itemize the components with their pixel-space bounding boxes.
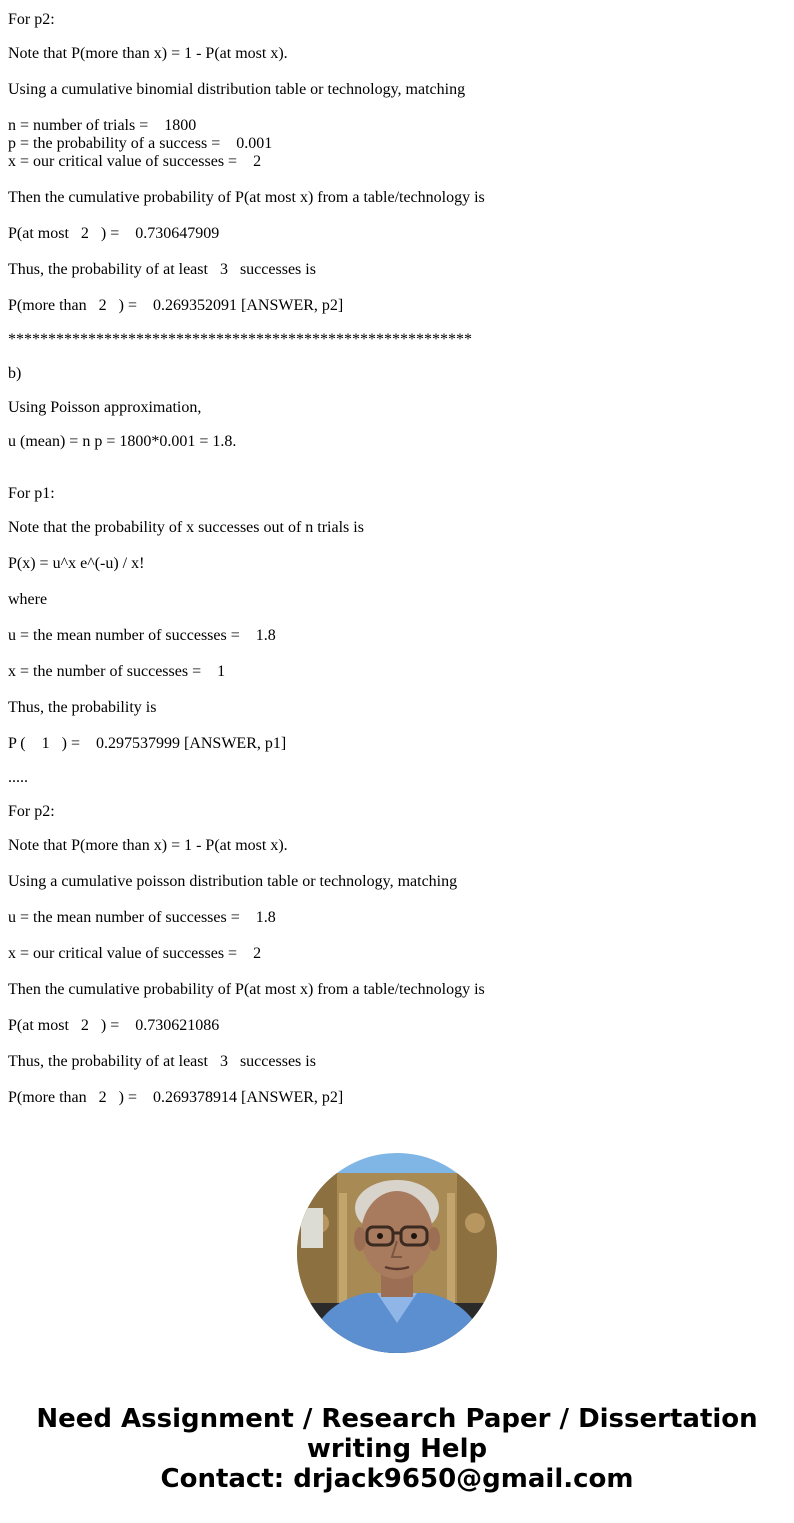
text-line: Thus, the probability is (8, 699, 157, 716)
text-line: P(more than 2 ) = 0.269378914 [ANSWER, p2] (8, 1089, 344, 1106)
text-line: n = number of trials = 1800 (8, 117, 197, 134)
text-line: P ( 1 ) = 0.297537999 [ANSWER, p1] (8, 735, 287, 752)
separator-line: ********************************************************** (8, 331, 472, 348)
text-line: P(at most 2 ) = 0.730647909 (8, 225, 220, 242)
text-line: Note that P(more than x) = 1 - P(at most x). (8, 45, 288, 62)
text-line: For p1: (8, 485, 55, 502)
text-line: P(x) = u^x e^(-u) / x! (8, 555, 145, 572)
text-line: For p2: (8, 803, 55, 820)
text-line: u = the mean number of successes = 1.8 (8, 627, 276, 644)
text-line: u = the mean number of successes = 1.8 (8, 909, 276, 926)
avatar-portrait (297, 1153, 497, 1353)
text-line: Note that the probability of x successes out of n trials is (8, 519, 364, 536)
text-line: Thus, the probability of at least 3 successes is (8, 261, 316, 278)
promo-contact-line: Contact: drjack9650@gmail.com (160, 1464, 634, 1494)
text-line: P(more than 2 ) = 0.269352091 [ANSWER, p2] (8, 297, 344, 314)
text-line: Using Poisson approximation, (8, 399, 202, 416)
text-line: x = the number of successes = 1 (8, 663, 226, 680)
text-line: p = the probability of a success = 0.001 (8, 135, 273, 152)
text-line: Using a cumulative binomial distribution table or technology, matching (8, 81, 466, 98)
text-line: Thus, the probability of at least 3 successes is (8, 1053, 316, 1070)
promo-headline-line-1: Need Assignment / Research Paper / Dissertation (36, 1404, 758, 1434)
text-line: Note that P(more than x) = 1 - P(at most x). (8, 837, 288, 854)
text-line: Using a cumulative poisson distribution table or technology, matching (8, 873, 458, 890)
avatar (297, 1153, 497, 1353)
promo-headline-line-2: writing Help (306, 1434, 488, 1464)
text-line: Then the cumulative probability of P(at most x) from a table/technology is (8, 189, 485, 206)
text-line: Then the cumulative probability of P(at most x) from a table/technology is (8, 981, 485, 998)
text-line: b) (8, 365, 22, 382)
text-line: x = our critical value of successes = 2 (8, 945, 262, 962)
text-line: u (mean) = n p = 1800*0.001 = 1.8. (8, 433, 237, 450)
text-line: ..... (8, 769, 28, 786)
text-line: For p2: (8, 11, 55, 28)
text-line: P(at most 2 ) = 0.730621086 (8, 1017, 220, 1034)
text-line: x = our critical value of successes = 2 (8, 153, 262, 170)
text-line: where (8, 591, 48, 608)
